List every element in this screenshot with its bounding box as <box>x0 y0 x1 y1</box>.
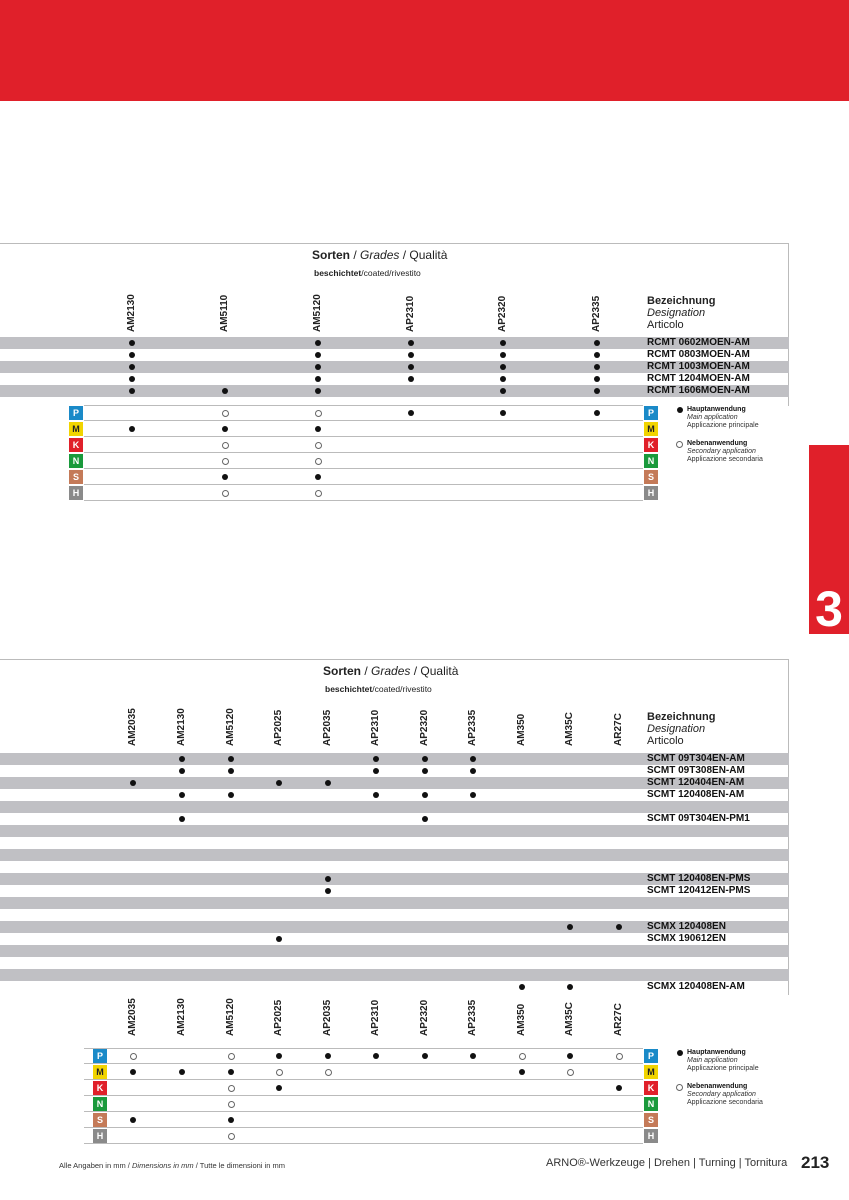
subtitle-coated-rest: /coated/rivestito <box>372 684 432 694</box>
secondary-application-circle <box>519 1053 526 1060</box>
iso-badge-right: P <box>644 406 658 420</box>
column-header-bottom: AP2310 <box>370 999 381 1036</box>
main-application-dot <box>470 1053 476 1059</box>
iso-badge-right: M <box>644 422 658 436</box>
column-header: AM5120 <box>225 708 236 746</box>
row-designation: RCMT 0602MOEN-AM <box>647 337 750 348</box>
footer-sep-1: / <box>125 1161 132 1170</box>
main-application-dot <box>567 924 573 930</box>
main-application-dot <box>422 792 428 798</box>
table-row <box>0 981 789 993</box>
secondary-application-circle <box>222 442 229 449</box>
page-number: 213 <box>801 1153 830 1172</box>
table-title <box>323 664 458 678</box>
main-application-dot <box>129 388 135 394</box>
column-header: AP2025 <box>273 709 284 746</box>
main-application-dot <box>500 410 506 416</box>
legend-main-en: Main application <box>687 1057 738 1064</box>
iso-badge-right: K <box>644 438 658 452</box>
main-application-dot <box>422 768 428 774</box>
iso-badge-left: K <box>69 438 83 452</box>
legend-main-it: Applicazione principale <box>687 1065 759 1072</box>
legend-sec-it: Applicazione secondaria <box>687 1099 763 1106</box>
table-row <box>0 385 789 397</box>
secondary-application-circle <box>315 442 322 449</box>
chapter-tab <box>809 445 849 637</box>
main-application-dot <box>519 1069 525 1075</box>
row-designation: SCMT 09T304EN-AM <box>647 753 745 764</box>
main-application-dot <box>315 340 321 346</box>
table-row <box>0 873 789 885</box>
main-application-dot <box>228 1069 234 1075</box>
main-application-dot <box>500 376 506 382</box>
iso-badge-right: M <box>644 1065 658 1079</box>
table-row <box>0 861 789 873</box>
title-sep-1: / <box>361 664 372 678</box>
table-row <box>0 825 789 837</box>
iso-badge-left: S <box>93 1113 107 1127</box>
main-application-dot <box>129 352 135 358</box>
column-header-bottom: AM350 <box>516 1003 527 1036</box>
legend-main <box>687 406 759 430</box>
secondary-application-circle <box>228 1101 235 1108</box>
secondary-application-circle <box>276 1069 283 1076</box>
legend-main-it: Applicazione principale <box>687 422 759 429</box>
main-application-dot <box>130 1117 136 1123</box>
iso-badge-right: P <box>644 1049 658 1063</box>
main-application-dot <box>276 1085 282 1091</box>
main-application-dot <box>373 792 379 798</box>
main-application-dot <box>373 1053 379 1059</box>
row-designation: RCMT 1204MOEN-AM <box>647 373 750 384</box>
table-row <box>0 801 789 813</box>
row-designation: SCMT 120404EN-AM <box>647 777 745 788</box>
main-application-dot <box>130 780 136 786</box>
main-application-dot <box>594 340 600 346</box>
main-application-dot <box>228 768 234 774</box>
column-header: AP2335 <box>467 709 478 746</box>
main-application-dot <box>129 340 135 346</box>
row-designation: SCMT 120412EN-PMS <box>647 885 751 896</box>
main-application-dot <box>129 376 135 382</box>
table-row <box>0 849 789 861</box>
row-designation: RCMT 1606MOEN-AM <box>647 385 750 396</box>
iso-badge-right: N <box>644 1097 658 1111</box>
column-header-bottom: AP2320 <box>419 999 430 1036</box>
footer-section-title: ARNO®-Werkzeuge | Drehen | Turning | Tornitura <box>546 1157 788 1169</box>
column-header: AP2310 <box>370 709 381 746</box>
iso-row <box>84 1064 643 1080</box>
main-application-dot <box>616 1085 622 1091</box>
iso-badge-right: S <box>644 470 658 484</box>
iso-badge-left: M <box>93 1065 107 1079</box>
main-application-dot <box>179 756 185 762</box>
secondary-application-circle <box>222 410 229 417</box>
grades-table-rcmt <box>0 243 789 406</box>
secondary-application-circle <box>315 410 322 417</box>
main-application-dot <box>222 474 228 480</box>
iso-row <box>84 421 643 437</box>
table-row <box>0 361 789 373</box>
legend-main-en: Main application <box>687 414 738 421</box>
secondary-application-circle <box>222 490 229 497</box>
subtitle-coated-de: beschichtet <box>314 268 362 278</box>
main-application-dot <box>373 756 379 762</box>
main-application-dot <box>500 388 506 394</box>
table-row <box>0 765 789 777</box>
table-subtitle <box>314 268 421 278</box>
iso-row <box>84 469 643 485</box>
row-designation: SCMT 09T308EN-AM <box>647 765 745 776</box>
column-header-bottom: AM5120 <box>225 998 236 1036</box>
iso-badge-right: H <box>644 486 658 500</box>
table-row <box>0 933 789 945</box>
iso-badge-left: N <box>69 454 83 468</box>
secondary-application-circle <box>228 1133 235 1140</box>
main-application-dot <box>315 426 321 432</box>
table-row <box>0 921 789 933</box>
title-en: Grades <box>360 248 400 262</box>
main-application-dot <box>373 768 379 774</box>
title-de: Sorten <box>323 664 362 678</box>
row-designation: SCMT 120408EN-AM <box>647 789 745 800</box>
main-application-dot <box>519 984 525 990</box>
main-application-dot <box>594 388 600 394</box>
main-application-dot <box>179 792 185 798</box>
main-application-dot <box>276 1053 282 1059</box>
main-application-dot <box>129 364 135 370</box>
iso-badge-right: K <box>644 1081 658 1095</box>
row-designation: SCMX 190612EN <box>647 933 726 944</box>
main-application-dot <box>408 340 414 346</box>
main-application-dot <box>408 364 414 370</box>
main-application-dot <box>594 364 600 370</box>
table-row <box>0 373 789 385</box>
main-application-dot <box>594 410 600 416</box>
row-designation: RCMT 0803MOEN-AM <box>647 349 750 360</box>
iso-badge-left: K <box>93 1081 107 1095</box>
legend-main-dot <box>677 1050 683 1056</box>
column-header: AP2035 <box>322 709 333 746</box>
table-row <box>0 969 789 981</box>
secondary-application-circle <box>567 1069 574 1076</box>
designation-header <box>647 295 715 331</box>
legend-secondary-circle <box>676 441 683 448</box>
legend-secondary <box>687 1083 763 1107</box>
legend-main-de: Hauptanwendung <box>687 1049 746 1056</box>
main-application-dot <box>179 1069 185 1075</box>
main-application-dot <box>470 756 476 762</box>
main-application-dot <box>276 936 282 942</box>
table-row <box>0 337 789 349</box>
column-header: AM35C <box>564 712 575 746</box>
column-header-bottom: AM2035 <box>127 998 138 1036</box>
main-application-dot <box>130 1069 136 1075</box>
main-application-dot <box>179 816 185 822</box>
secondary-application-circle <box>228 1053 235 1060</box>
table-row <box>0 813 789 825</box>
main-application-dot <box>422 816 428 822</box>
column-header-bottom: AP2025 <box>273 999 284 1036</box>
main-application-dot <box>325 888 331 894</box>
column-header: AP2310 <box>405 295 416 332</box>
main-application-dot <box>408 352 414 358</box>
main-application-dot <box>315 376 321 382</box>
legend-main <box>687 1049 759 1073</box>
iso-row <box>84 437 643 453</box>
main-application-dot <box>315 474 321 480</box>
main-application-dot <box>422 756 428 762</box>
column-header: AM350 <box>516 713 527 746</box>
column-header: AM2035 <box>127 708 138 746</box>
column-header-bottom: AP2035 <box>322 999 333 1036</box>
main-application-dot <box>616 924 622 930</box>
footer-dimensions-note <box>59 1161 285 1170</box>
table-row <box>0 945 789 957</box>
main-application-dot <box>500 352 506 358</box>
main-application-dot <box>470 792 476 798</box>
title-en: Grades <box>371 664 411 678</box>
table-row <box>0 349 789 361</box>
main-application-dot <box>315 388 321 394</box>
column-header: AP2335 <box>591 295 602 332</box>
column-header: AM2130 <box>176 708 187 746</box>
main-application-dot <box>222 388 228 394</box>
table-row <box>0 909 789 921</box>
column-header-bottom: AM2130 <box>176 998 187 1036</box>
main-application-dot <box>567 1053 573 1059</box>
iso-row <box>84 1096 643 1112</box>
designation-de: Bezeichnung <box>647 295 716 307</box>
table-row <box>0 753 789 765</box>
title-sep-1: / <box>350 248 361 262</box>
iso-badge-left: S <box>69 470 83 484</box>
secondary-application-circle <box>228 1085 235 1092</box>
top-header-bar <box>0 0 849 101</box>
iso-badge-right: H <box>644 1129 658 1143</box>
title-sep-2: / <box>410 664 421 678</box>
main-application-dot <box>129 426 135 432</box>
secondary-application-circle <box>315 490 322 497</box>
column-header: AM5120 <box>312 294 323 332</box>
main-application-dot <box>228 756 234 762</box>
main-application-dot <box>228 792 234 798</box>
title-it: Qualità <box>409 248 448 262</box>
legend-secondary <box>687 440 763 464</box>
legend-main-de: Hauptanwendung <box>687 406 746 413</box>
column-header-bottom: AM35C <box>564 1002 575 1036</box>
column-header: AP2320 <box>419 709 430 746</box>
footer-note-en: Dimensions in mm <box>131 1161 194 1170</box>
designation-it: Articolo <box>647 735 684 747</box>
main-application-dot <box>408 410 414 416</box>
legend-secondary-circle <box>676 1084 683 1091</box>
footer-note-de: Alle Angaben in mm <box>59 1161 126 1170</box>
main-application-dot <box>276 780 282 786</box>
designation-de: Bezeichnung <box>647 711 716 723</box>
subtitle-coated-rest: /coated/rivestito <box>361 268 421 278</box>
row-designation: SCMX 120408EN <box>647 921 726 932</box>
row-designation: RCMT 1003MOEN-AM <box>647 361 750 372</box>
legend-sec-en: Secondary application <box>687 1091 756 1098</box>
column-header: AM2130 <box>126 294 137 332</box>
iso-badge-left: N <box>93 1097 107 1111</box>
main-application-dot <box>422 1053 428 1059</box>
main-application-dot <box>325 780 331 786</box>
table-subtitle <box>325 684 432 694</box>
table-row <box>0 897 789 909</box>
iso-row <box>84 453 643 469</box>
iso-row <box>84 1080 643 1096</box>
footer-note-it: Tutte le dimensioni in mm <box>199 1161 285 1170</box>
iso-row <box>84 1048 643 1064</box>
table-title <box>312 248 447 262</box>
table-row <box>0 837 789 849</box>
main-application-dot <box>594 376 600 382</box>
iso-row <box>84 1128 643 1144</box>
chapter-number: 3 <box>815 581 843 637</box>
footer-sep-2: / <box>193 1161 200 1170</box>
column-header-bottom: AP2335 <box>467 999 478 1036</box>
iso-badge-left: P <box>93 1049 107 1063</box>
secondary-application-circle <box>315 458 322 465</box>
iso-badge-left: P <box>69 406 83 420</box>
legend-main-dot <box>677 407 683 413</box>
designation-en: Designation <box>647 723 706 735</box>
column-header: AP2320 <box>497 295 508 332</box>
column-header: AR27C <box>613 713 624 746</box>
designation-en: Designation <box>647 307 706 319</box>
table-row <box>0 957 789 969</box>
main-application-dot <box>567 984 573 990</box>
legend-sec-en: Secondary application <box>687 448 756 455</box>
grades-table-scmt <box>0 659 789 1036</box>
iso-badge-left: H <box>93 1129 107 1143</box>
secondary-application-circle <box>616 1053 623 1060</box>
table-row <box>0 777 789 789</box>
main-application-dot <box>228 1117 234 1123</box>
main-application-dot <box>470 768 476 774</box>
title-de: Sorten <box>312 248 351 262</box>
main-application-dot <box>179 768 185 774</box>
iso-badge-left: M <box>69 422 83 436</box>
secondary-application-circle <box>130 1053 137 1060</box>
row-designation: SCMT 09T304EN-PM1 <box>647 813 750 824</box>
row-designation: SCMX 120408EN-AM <box>647 981 745 992</box>
iso-row <box>84 485 643 501</box>
subtitle-coated-de: beschichtet <box>325 684 373 694</box>
main-application-dot <box>500 340 506 346</box>
iso-badge-right: S <box>644 1113 658 1127</box>
iso-badge-left: H <box>69 486 83 500</box>
column-header-bottom: AR27C <box>613 1003 624 1036</box>
table-row <box>0 789 789 801</box>
iso-row <box>84 1112 643 1128</box>
main-application-dot <box>408 376 414 382</box>
legend-sec-de: Nebenanwendung <box>687 1083 748 1090</box>
main-application-dot <box>315 352 321 358</box>
main-application-dot <box>315 364 321 370</box>
secondary-application-circle <box>222 458 229 465</box>
title-it: Qualità <box>420 664 459 678</box>
main-application-dot <box>222 426 228 432</box>
main-application-dot <box>325 876 331 882</box>
legend-sec-it: Applicazione secondaria <box>687 456 763 463</box>
row-designation: SCMT 120408EN-PMS <box>647 873 751 884</box>
designation-it: Articolo <box>647 319 684 331</box>
title-sep-2: / <box>399 248 410 262</box>
iso-row <box>84 405 643 421</box>
main-application-dot <box>594 352 600 358</box>
main-application-dot <box>500 364 506 370</box>
iso-badge-right: N <box>644 454 658 468</box>
table-row <box>0 885 789 897</box>
secondary-application-circle <box>325 1069 332 1076</box>
column-header: AM5110 <box>219 294 230 332</box>
main-application-dot <box>325 1053 331 1059</box>
legend-sec-de: Nebenanwendung <box>687 440 748 447</box>
designation-header <box>647 711 715 747</box>
